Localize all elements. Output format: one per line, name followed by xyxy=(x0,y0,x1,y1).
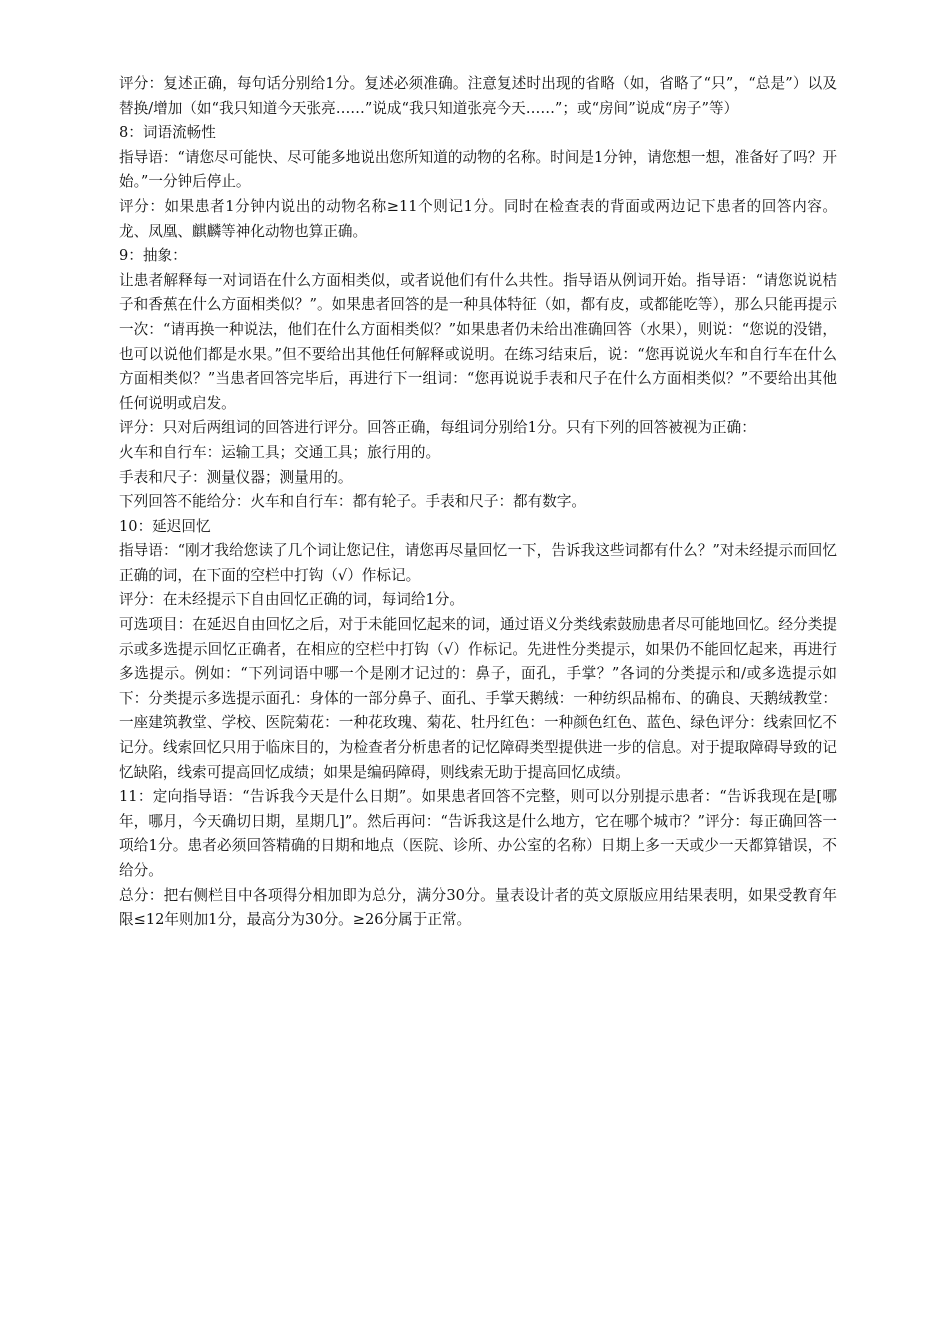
paragraph-abstraction-scoring: 评分：只对后两组词的回答进行评分。回答正确，每组词分别给1分。只有下列的回答被视为正确： xyxy=(119,419,756,437)
paragraph-train-bicycle-answers: 火车和自行车：运输工具；交通工具；旅行用的。 xyxy=(119,443,441,461)
paragraph-abstraction-instruction: 让患者解释每一对词语在什么方面相类似，或者说他们有什么共性。指导语从例词开始。指导语：“请您说说桔子和香蕉在什么方面相类似？”。如果患者回答的是一种具体特征（如，都有皮，或都能吃等），那么只能再提示一次：“请再换一种说法，他们在什么方面相类似？”如果患者仍未给出准确回答（水果），则说：“您说的没错，也可以说他们都是水果。”但不要给出其他任何解释或说明。在练习结束后，说：“您再说说火车和自行车在什么方面相类似？”当患者回答完毕后，再进行下一组词：“您再说说手表和尺子在什么方面相类似？”不要给出其他任何说明或启发。 xyxy=(119,271,837,412)
paragraph-recall-scoring: 评分：在未经提示下自由回忆正确的词，每词给1分。 xyxy=(119,591,464,609)
heading-verbal-fluency: 8：词语流畅性 xyxy=(119,124,216,142)
heading-delayed-recall: 10：延迟回忆 xyxy=(119,517,211,535)
paragraph-repetition-scoring: 评分：复述正确，每句话分别给1分。复述必须准确。注意复述时出现的省略（如，省略了“只”，“总是”）以及替换/增加（如“我只知道今天张亮……”说成“我只知道张亮今天……”；或“房间”说成“房子”等） xyxy=(119,75,837,117)
paragraph-watch-ruler-answers: 手表和尺子：测量仪器；测量用的。 xyxy=(119,468,353,486)
paragraph-recall-instruction: 指导语：“刚才我给您读了几个词让您记住，请您再尽量回忆一下，告诉我这些词都有什么？”对未经提示而回忆正确的词，在下面的空栏中打钩（√）作标记。 xyxy=(119,542,837,584)
paragraph-fluency-scoring: 评分：如果患者1分钟内说出的动物名称≥11个则记1分。同时在检查表的背面或两边记下患者的回答内容。龙、凤凰、麒麟等神化动物也算正确。 xyxy=(119,197,837,240)
paragraph-optional-items: 可选项目：在延迟自由回忆之后，对于未能回忆起来的词，通过语义分类线索鼓励患者尽可能地回忆。经分类提示或多选提示回忆正确者，在相应的空栏中打钩（√）作标记。先进性分类提示，如果仍不能回忆起来，再进行多选提示。例如：“下列词语中哪一个是刚才记过的：鼻子，面孔，手掌？”各词的分类提示和/或多选提示如下：分类提示多选提示面孔：身体的一部分鼻子、面孔、手掌天鹅绒：一种纺织品棉布、的确良、天鹅绒教堂：一座建筑教堂、学校、医院菊花：一种花玫瑰、菊花、牡丹红色：一种颜色红色、蓝色、绿色评分：线索回忆不记分。线索回忆只用于临床目的，为检查者分析患者的记忆障碍类型提供进一步的信息。对于提取障碍导致的记忆缺陷，线索可提高回忆成绩；如果是编码障碍，则线索无助于提高回忆成绩。 xyxy=(119,616,837,781)
paragraph-incorrect-answers: 下列回答不能给分：火车和自行车：都有轮子。手表和尺子：都有数字。 xyxy=(119,493,587,511)
heading-abstraction: 9：抽象： xyxy=(119,247,187,265)
paragraph-total-score: 总分：把右侧栏目中各项得分相加即为总分，满分30分。量表设计者的英文原版应用结果表明，如果受教育年限≤12年则加1分，最高分为30分。≥26分属于正常。 xyxy=(119,886,837,929)
paragraph-fluency-instruction: 指导语：“请您尽可能快、尽可能多地说出您所知道的动物的名称。时间是1分钟，请您想一想，准备好了吗？开始。”一分钟后停止。 xyxy=(119,148,837,191)
paragraph-orientation: 11：定向指导语：“告诉我今天是什么日期”。如果患者回答不完整，则可以分别提示患者：“告诉我现在是[哪年，哪月，今天确切日期，星期几]”。然后再问：“告诉我这是什么地方，它在哪个城市？”评分：每正确回答一项给1分。患者必须回答精确的日期和地点（医院、诊所、办公室的名称）日期上多一天或少一天都算错误，不给分。 xyxy=(119,788,837,879)
document-body xyxy=(119,72,837,933)
